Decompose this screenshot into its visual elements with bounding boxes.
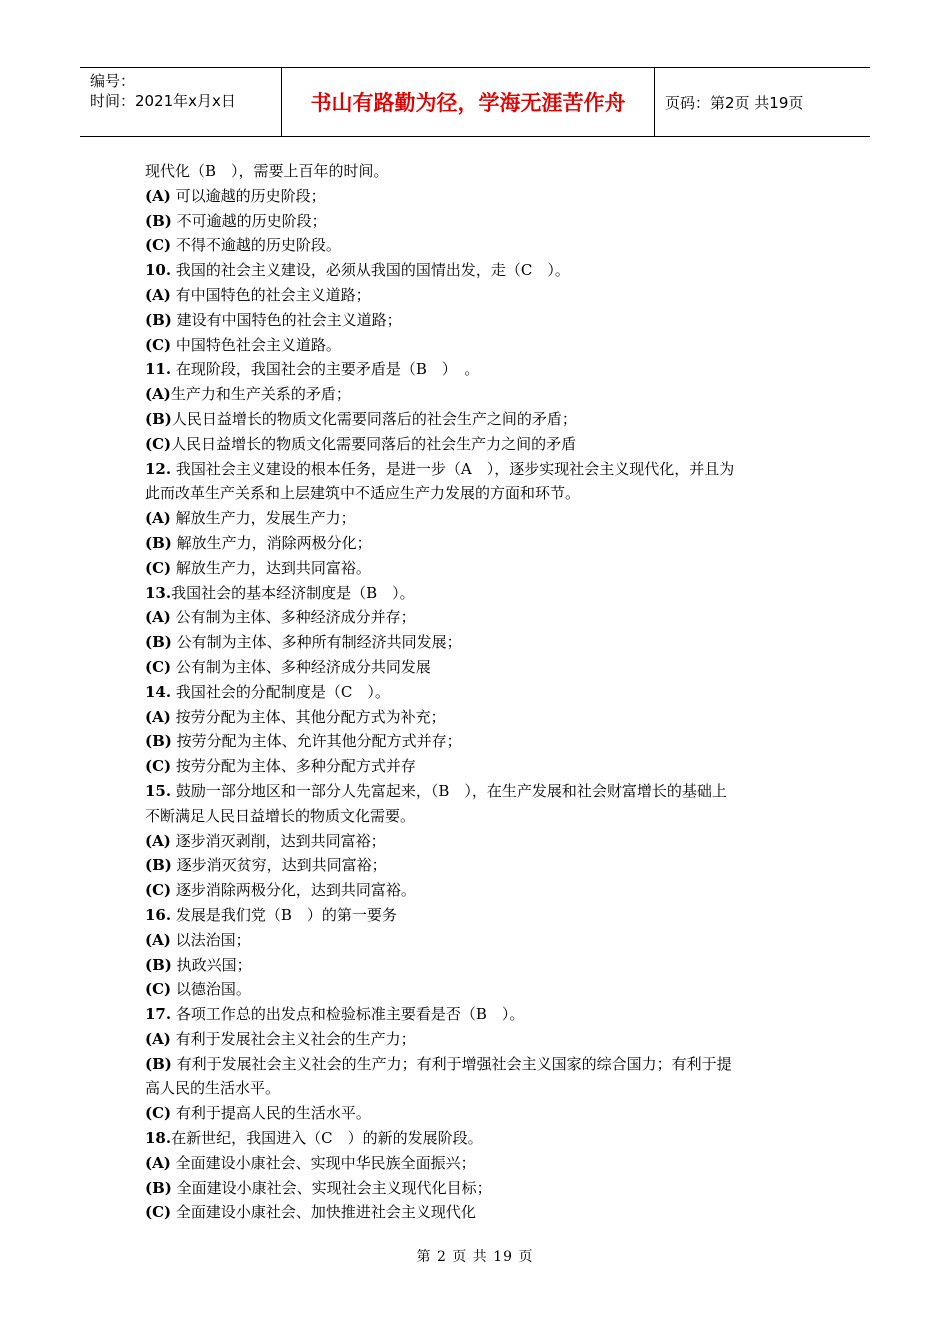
item-label: (B) [145, 310, 172, 329]
text-line [145, 804, 815, 829]
text-line [145, 159, 815, 184]
item-label: (B) [145, 1178, 172, 1197]
document-body [145, 159, 815, 1225]
item-text: 按劳分配为主体、多种分配方式并存 [171, 757, 416, 776]
item-text: 此而改革生产关系和上层建筑中不适应生产力发展的方面和环节。 [145, 484, 581, 503]
item-text: 解放生产力，达到共同富裕。 [171, 558, 371, 577]
text-line [145, 729, 815, 754]
item-text: 中国特色社会主义道路。 [171, 335, 341, 354]
text-line [145, 556, 815, 581]
item-label: 17. [145, 1005, 172, 1024]
item-text: 全面建设小康社会、加快推进社会主义现代化 [171, 1203, 476, 1222]
item-text: 人民日益增长的物质文化需要同落后的社会生产之间的矛盾； [171, 409, 577, 428]
item-label: (A) [145, 608, 171, 627]
item-label: 14. [145, 682, 172, 701]
item-label: (A) [145, 1153, 171, 1172]
item-text: 生产力和生产关系的矛盾； [170, 385, 351, 404]
item-text: 有利于发展社会主义社会的生产力； [170, 1029, 416, 1048]
item-text: 各项工作总的出发点和检验标准主要看是否（B ）。 [171, 1005, 525, 1024]
item-text: 高人民的生活水平。 [145, 1079, 281, 1098]
text-line [145, 481, 815, 506]
text-line [145, 829, 815, 854]
page-footer: 第 2 页 共 19 页 [416, 1249, 534, 1265]
text-line [145, 1076, 815, 1101]
item-label: (A) [145, 385, 171, 404]
item-text: 在现阶段，我国社会的主要矛盾是（B ） 。 [171, 360, 480, 379]
text-line [145, 581, 815, 606]
item-text: 可以逾越的历史阶段； [170, 186, 326, 205]
text-line [145, 953, 815, 978]
item-label: (B) [145, 1054, 172, 1073]
item-text: 执政兴国； [171, 955, 252, 974]
text-line [145, 184, 815, 209]
item-text: 逐步消除两极分化，达到共同富裕。 [171, 881, 416, 900]
item-label: 10. [145, 261, 172, 280]
text-line [145, 233, 815, 258]
item-label: (B) [145, 856, 172, 875]
item-label: (A) [145, 186, 171, 205]
item-label: (C) [145, 657, 172, 676]
text-line [145, 655, 815, 680]
text-line [145, 1200, 815, 1225]
text-line [145, 457, 815, 482]
item-label: (A) [145, 930, 171, 949]
item-label: (C) [145, 1104, 172, 1123]
item-text: 按劳分配为主体、其他分配方式为补充； [170, 707, 446, 726]
item-label: (C) [145, 757, 172, 776]
text-line [145, 357, 815, 382]
text-line [145, 680, 815, 705]
text-line [145, 209, 815, 234]
item-text: 有中国特色的社会主义道路； [170, 285, 371, 304]
text-line [145, 977, 815, 1002]
page-header [80, 67, 870, 137]
text-line [145, 333, 815, 358]
item-text: 以法治国； [170, 930, 251, 949]
item-label: 15. [145, 781, 172, 800]
text-line [145, 1126, 815, 1151]
item-text: 我国社会的分配制度是（C ）。 [171, 682, 390, 701]
item-label: (B) [145, 211, 172, 230]
text-line [145, 1052, 815, 1077]
item-text: 逐步消灭剥削，达到共同富裕； [170, 831, 386, 850]
item-text: 发展是我们党（B ）的第一要务 [171, 905, 397, 924]
text-line [145, 258, 815, 283]
item-label: (A) [145, 285, 171, 304]
item-text: 我国社会主义建设的根本任务，是进一步（A ），逐步实现社会主义现代化，并且为 [171, 459, 735, 478]
item-label: (C) [145, 881, 172, 900]
text-line [145, 1101, 815, 1126]
text-line [145, 754, 815, 779]
text-line [145, 1027, 815, 1052]
text-line [145, 605, 815, 630]
text-line [145, 853, 815, 878]
item-text: 建设有中国特色的社会主义道路； [171, 310, 402, 329]
text-line [145, 1002, 815, 1027]
text-line [145, 283, 815, 308]
text-line [145, 928, 815, 953]
item-label: (B) [145, 732, 172, 751]
item-label: 13. [145, 583, 172, 602]
item-text: 现代化（B ），需要上百年的时间。 [145, 162, 389, 180]
item-text: 解放生产力，发展生产力； [170, 509, 356, 528]
item-text: 解放生产力，消除两极分化； [171, 533, 372, 552]
text-line [145, 407, 815, 432]
item-text: 公有制为主体、多种经济成分共同发展 [171, 657, 431, 676]
header-meta [80, 68, 282, 136]
item-text: 全面建设小康社会、实现中华民族全面振兴； [170, 1153, 476, 1172]
item-label: 12. [145, 459, 172, 478]
text-line [145, 878, 815, 903]
item-text: 公有制为主体、多种所有制经济共同发展； [171, 633, 462, 652]
text-line [145, 432, 815, 457]
serial-label: 编号： [90, 72, 136, 90]
item-label: (C) [145, 236, 172, 255]
item-text: 公有制为主体、多种经济成分并存； [170, 608, 416, 627]
item-text: 我国社会的基本经济制度是（B ）。 [171, 583, 415, 602]
item-text: 有利于提高人民的生活水平。 [171, 1104, 371, 1123]
text-line [145, 630, 815, 655]
text-line [145, 705, 815, 730]
item-label: (A) [145, 509, 171, 528]
item-label: (C) [145, 1203, 172, 1222]
text-line [145, 903, 815, 928]
item-label: (A) [145, 707, 171, 726]
item-text: 我国的社会主义建设，必须从我国的国情出发，走（C ）。 [171, 261, 570, 280]
item-label: (B) [145, 533, 172, 552]
item-text: 按劳分配为主体、允许其他分配方式并存； [171, 732, 462, 751]
text-line [145, 1151, 815, 1176]
item-label: 18. [145, 1129, 172, 1148]
item-label: 11. [145, 360, 172, 379]
item-label: 16. [145, 905, 172, 924]
item-text: 以德治国。 [171, 980, 251, 999]
item-label: (B) [145, 955, 172, 974]
item-label: (B) [145, 633, 172, 652]
text-line [145, 1176, 815, 1201]
time-label: 时间：2021年x月x日 [90, 92, 236, 110]
item-label: (C) [145, 335, 172, 354]
text-line [145, 382, 815, 407]
item-label: (C) [145, 434, 172, 453]
text-line [145, 531, 815, 556]
item-label: (A) [145, 831, 171, 850]
item-text: 鼓励一部分地区和一部分人先富起来，（B ），在生产发展和社会财富增长的基础上 [171, 781, 727, 800]
text-line [145, 779, 815, 804]
item-text: 不断满足人民日益增长的物质文化需要。 [145, 806, 416, 825]
header-motto: 书山有路勤为径，学海无涯苦作舟 [282, 68, 655, 136]
text-line [145, 308, 815, 333]
header-page-info: 页码：第2页 共19页 [665, 93, 804, 112]
item-text: 人民日益增长的物质文化需要同落后的社会生产力之间的矛盾 [171, 434, 577, 453]
item-label: (C) [145, 558, 172, 577]
item-label: (B) [145, 409, 172, 428]
item-text: 不得不逾越的历史阶段。 [171, 236, 341, 255]
item-text: 逐步消灭贫穷，达到共同富裕； [171, 856, 387, 875]
item-text: 在新世纪，我国进入（C ）的新的发展阶段。 [171, 1129, 483, 1148]
item-label: (A) [145, 1029, 171, 1048]
item-label: (C) [145, 980, 172, 999]
item-text: 不可逾越的历史阶段； [171, 211, 327, 230]
item-text: 全面建设小康社会、实现社会主义现代化目标； [171, 1178, 492, 1197]
text-line [145, 506, 815, 531]
item-text: 有利于发展社会主义社会的生产力；有利于增强社会主义国家的综合国力；有利于提 [171, 1054, 732, 1073]
